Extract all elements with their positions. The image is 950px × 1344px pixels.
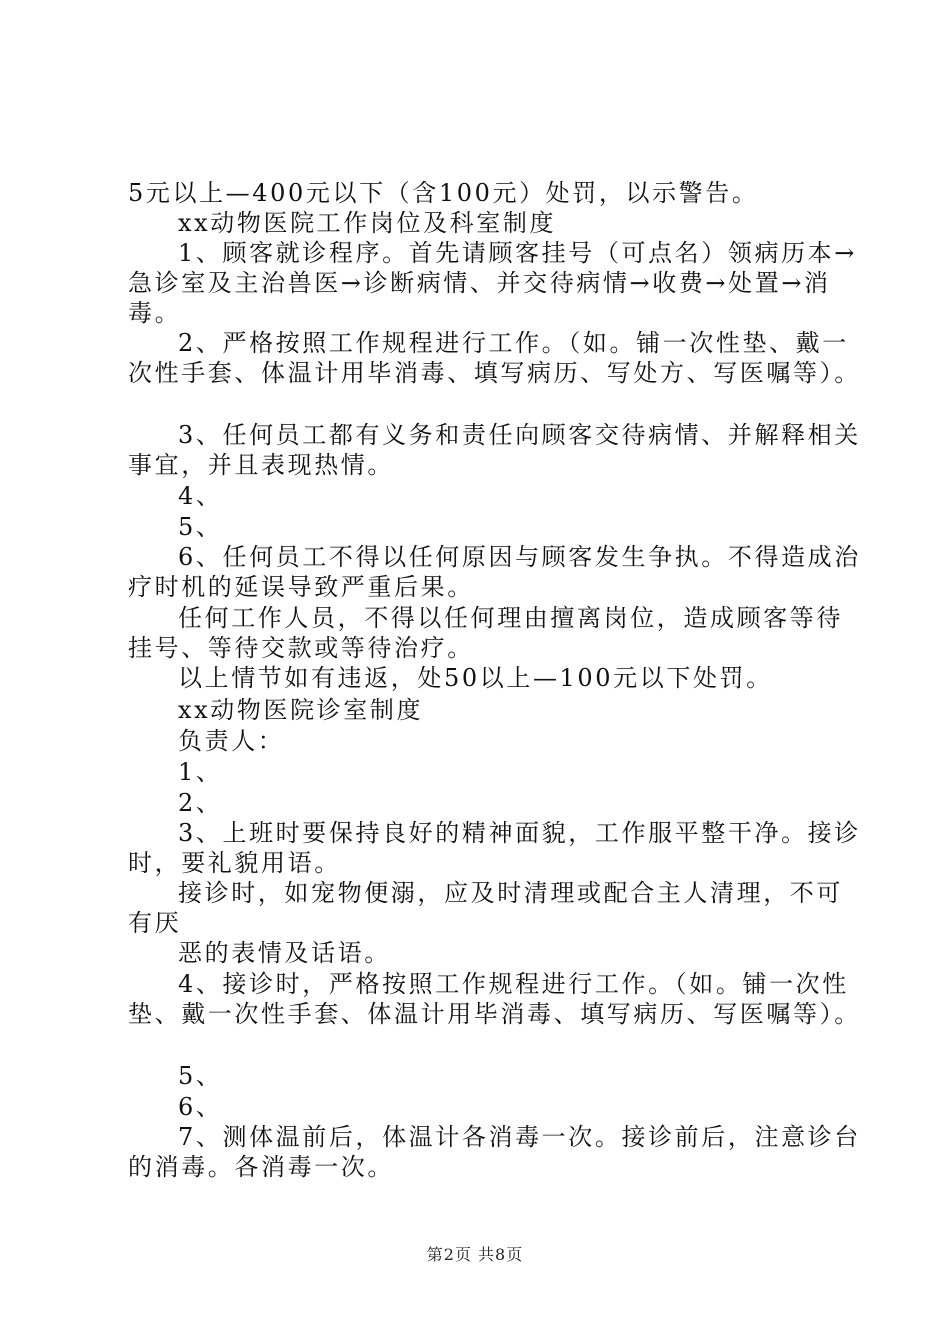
section-title: xx动物医院工作岗位及科室制度 (178, 209, 557, 237)
text-line: 2、 (178, 789, 223, 817)
text-line: 以上情节如有违返，处50以上—100元以下处罚。 (178, 664, 773, 692)
text-line: 接诊时，如宠物便溺，应及时清理或配合主人清理，不可 (178, 879, 843, 907)
text-line: 4、 (178, 482, 223, 510)
text-line: 3、上班时要保持良好的精神面貌，工作服平整干净。接诊 (178, 819, 861, 847)
text-line: 6、任何员工不得以任何原因与顾客发生争执。不得造成治 (178, 543, 861, 571)
text-line: 5元以上—400元以下（含100元）处罚，以示警告。 (128, 179, 759, 207)
text-line: 3、任何员工都有义务和责任向顾客交待病情、并解释相关 (178, 421, 861, 449)
text-line: 4、接诊时，严格按照工作规程进行工作。（如。铺一次性 (178, 970, 849, 998)
text-line: 毒。 (128, 299, 182, 327)
text-line: 负责人： (178, 727, 285, 755)
page-indicator: 第2页 共8页 (426, 1245, 524, 1264)
text-line: 1、顾客就诊程序。首先请顾客挂号（可点名）领病历本→ (178, 239, 857, 267)
text-line: 时，要礼貌用语。 (128, 849, 341, 877)
text-line: 挂号、等待交款或等待治疗。 (128, 634, 474, 662)
text-line: 5、 (178, 513, 223, 541)
text-line: 事宜，并且表现热情。 (128, 451, 394, 479)
section-title: xx动物医院诊室制度 (178, 696, 424, 724)
text-line: 2、严格按照工作规程进行工作。（如。铺一次性垫、戴一 (178, 329, 849, 357)
text-line: 恶的表情及话语。 (178, 939, 391, 967)
text-line: 急诊室及主治兽医→诊断病情、并交待病情→收费→处置→消 (128, 269, 831, 297)
text-line: 7、测体温前后，体温计各消毒一次。接诊前后，注意诊台 (178, 1123, 861, 1151)
text-line: 有厌 (128, 909, 182, 937)
text-line: 1、 (178, 758, 223, 786)
text-line: 垫、戴一次性手套、体温计用毕消毒、填写病历、写医嘱等）。 (128, 1000, 861, 1028)
text-line: 6、 (178, 1093, 223, 1121)
text-line: 的消毒。各消毒一次。 (128, 1153, 394, 1181)
text-line: 疗时机的延误导致严重后果。 (128, 573, 474, 601)
text-line: 5、 (178, 1062, 223, 1090)
text-line: 次性手套、体温计用毕消毒、填写病历、写处方、写医嘱等）。 (128, 359, 861, 387)
text-line: 任何工作人员，不得以任何理由擅离岗位，造成顾客等待 (178, 604, 843, 632)
